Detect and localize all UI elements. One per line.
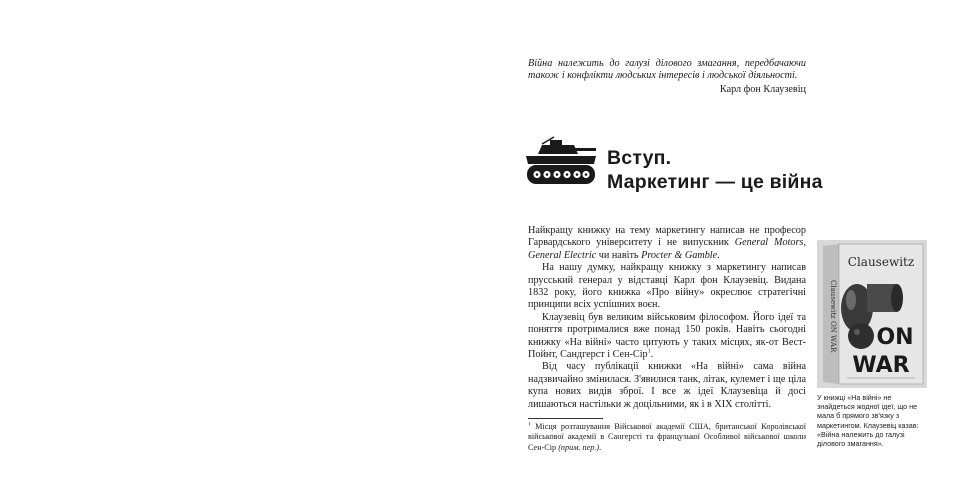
paragraph-1-end: . bbox=[717, 249, 720, 261]
chapter-title bbox=[607, 146, 837, 194]
book-cover-photo bbox=[817, 240, 927, 388]
company-general-electric: General Electric bbox=[528, 249, 597, 261]
chapter-title-line-2: Маркетинг — це війна bbox=[607, 171, 823, 193]
paragraph-3-end: . bbox=[650, 349, 654, 361]
translator-note: (прим. пер.) bbox=[558, 442, 600, 452]
epigraph-quote: Війна належить до галузі ділового змагання, передбачаючи також і конфлікти людських інтересів і людської діяльності. bbox=[528, 58, 806, 82]
book-cover-author: Clausewitz bbox=[847, 255, 915, 269]
footnote-text: Місця розташування Військової академії США, британської Королівської військової академії в Сангерсті та французької Особливої військової школи Сен-Сір bbox=[528, 422, 806, 452]
chapter-title-line-1: Вступ. bbox=[607, 147, 672, 169]
footnote-reference: 1 bbox=[647, 348, 651, 355]
paragraph-4: Від часу публікації книжки «На війні» сама війна надзвичайно змінилася. З'явилися танк, літак, кулемет і ще ціла купа нових видів зброї. І все ж ідеї Клаузевіца й досі лишаються настільки ж доцільними, як і в XIX столітті. bbox=[528, 361, 806, 410]
separator: , bbox=[803, 237, 806, 249]
paragraph-3-text: Клаузевіц був великим військовим філософом. Його ідеї та поняття протрималися вже понад 150 років. Навіть сьогодні книжку «На війні» часто цитують у таких місцях, як-от Вест-Пойнт, Сандгерст і Сен-Сір bbox=[528, 311, 806, 361]
paragraph-3 bbox=[528, 312, 806, 362]
footnote bbox=[528, 422, 806, 453]
body-text bbox=[528, 225, 806, 411]
book-cover-war: WAR bbox=[852, 353, 910, 378]
photo-caption: У книжці «На війні» не знайдеться жодної ідеї, що не мала б прямого зв'язку з маркетингом. Клаузевіц казав: «Війна належить до галузі ділового змагання». bbox=[817, 393, 919, 449]
footnote-end: . bbox=[599, 442, 602, 452]
paragraph-1-text: Найкращу книжку на тему маркетингу написав не професор Гарвардського університету і не випускник bbox=[528, 225, 806, 249]
epigraph-author: Карл фон Клаузевіц bbox=[719, 84, 806, 95]
book-cover-on: ON bbox=[876, 325, 914, 350]
footnote-divider bbox=[528, 418, 603, 419]
book-spine-text: Clausewitz ON WAR bbox=[829, 280, 837, 353]
footnote-marker: 1 bbox=[528, 421, 531, 428]
company-procter-gamble: Procter & Gamble bbox=[641, 249, 718, 261]
paragraph-2: На нашу думку, найкращу книжку з маркетингу написав прусський генерал у відставці Карл фон Клаузевіц. Видана 1832 року, його книжка «Про війну» окреслює стратегічні принципи всіх успішних воєн. bbox=[528, 262, 806, 311]
paragraph-1-text-b: чи навіть bbox=[596, 249, 642, 261]
company-general-motors: General Motors bbox=[734, 237, 804, 249]
tank-icon bbox=[524, 134, 598, 188]
paragraph-1 bbox=[528, 225, 806, 262]
